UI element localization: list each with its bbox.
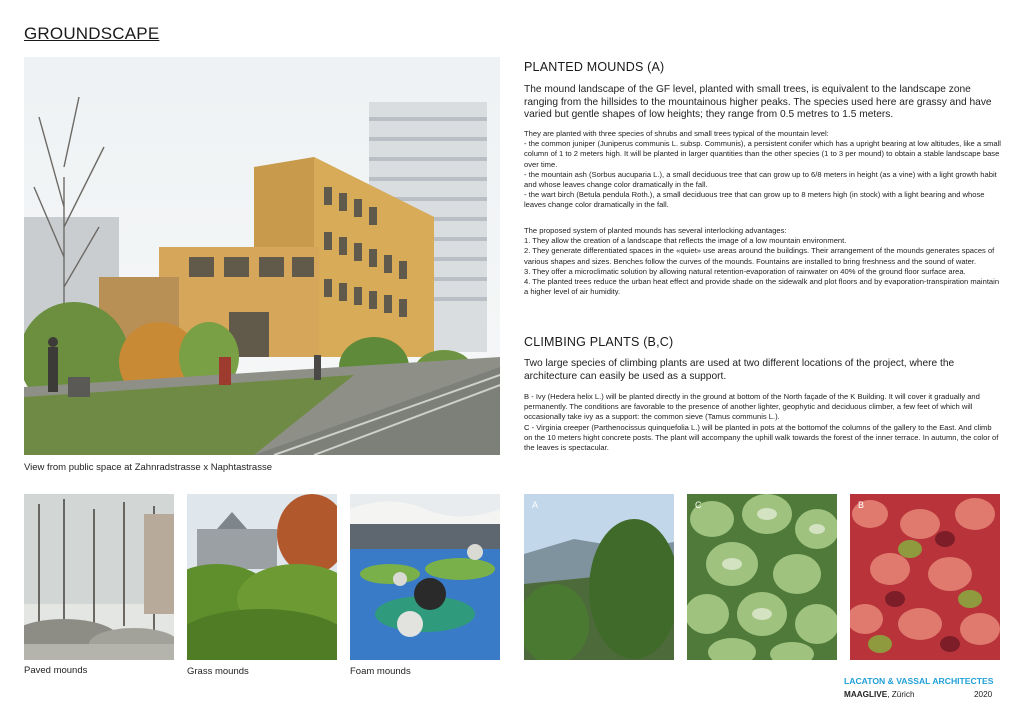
project-name: MAAGLIVE [844, 690, 888, 699]
section-heading-climbing-plants: CLIMBING PLANTS (B,C) [524, 335, 674, 349]
caption-foam-mounds: Foam mounds [350, 666, 411, 677]
thumb-letter-b: B [858, 500, 865, 510]
thumb-foam-mounds [350, 494, 500, 660]
caption-paved-mounds: Paved mounds [24, 665, 88, 676]
hero-caption: View from public space at Zahnradstrasse x Naphtastrasse [24, 462, 272, 473]
planted-mounds-advantages: The proposed system of planted mounds has several interlocking advantages: 1. They allow the creation of a landscape that reflects the image of a low mountain environment. 2. They generate differentiated spaces in the «quiet» use areas around the buildings. Their arrangement of the mounds generates spaces of various shapes and sizes. Benches follow the curves of the mounds. Fountains are installed to bring freshness and the sound of water. 3. They offer a microclimatic solution by allowing natural retention-evaporation of rainwater on 40% of the ground floor surface area. 4. The planted trees reduce the urban heat effect and provide shade on the sidewalk and plot floors and by evaporation-transpiration maintain a higher level of air humidity. [524, 226, 1000, 297]
project-year: 2020 [974, 690, 993, 699]
paved-mounds-photo [24, 494, 174, 660]
thumb-juniper-a [524, 494, 674, 660]
section-heading-planted-mounds: PLANTED MOUNDS (A) [524, 60, 665, 74]
thumb-grass-mounds [187, 494, 337, 660]
thumb-creeper-b [850, 494, 1000, 660]
page-title: GROUNDSCAPE [24, 24, 160, 43]
planted-mounds-lead: The mound landscape of the GF level, planted with small trees, is equivalent to the landscape zone ranging from the hillsides to the mountainous higher peaks. The species used here are grassy and have varied but gentle shapes of low heights; they range from 0.5 metres to 1.5 meters. [524, 84, 992, 121]
planted-mounds-species: They are planted with three species of shrubs and small trees typical of the mountain level: - the common juniper (Juniperus communis L. subsp. Communis), a persistent conifer which has a upright bearing at low altitudes, like a small column of 1 to 2 meters high. It will be planted in larger quantities than the other species (1 to 3 per mound) to obtain a stable landscape base over time. - the mountain ash (Sorbus aucuparia L.), a small deciduous tree that can grow up to 6/8 meters in height (as a vine) with a light growth habit and whose leaves change color dramatically in the fall. - the wart birch (Betula pendula Roth.), a small deciduous tree that can grow up to 8 meters high (in stock) with a light bearing and whose leaves change color dramatically in the fall. [524, 129, 1001, 210]
project-city: , Zürich [887, 690, 915, 699]
mountain-forest-photo [524, 494, 674, 660]
virginia-creeper-photo [850, 494, 1000, 660]
thumb-letter-c: C [695, 500, 702, 510]
thumb-letter-a: A [532, 500, 539, 510]
firm-name: LACATON & VASSAL ARCHITECTES [844, 676, 994, 686]
grass-mounds-photo [187, 494, 337, 660]
climbing-plants-body: B - Ivy (Hedera helix L.) will be planted directly in the ground at bottom of the North façade of the K Building. It will cover it gradually and permanently. The conditions are favorable to the presence of another lighter, geophytic and deciduous climber, a few feet of which will occasionally take ivy as a support: the common sieve (Tamus communis L.). C - Virginia creeper (Parthenocissus quinquefolia L.) will be planted in pots at the bottomof the columns of the gallery to the East. And climb on the 10 meters hight concrete posts. The plant will accompany the uphill walk towards the forest of the inner terrace. In autumn, the color of the leaves is spectacular. [524, 392, 999, 453]
climbing-plants-lead: Two large species of climbing plants are used at two different locations of the project, where the architecture can easily be used as a support. [524, 358, 955, 382]
caption-grass-mounds: Grass mounds [187, 666, 249, 677]
ivy-leaves-photo [687, 494, 837, 660]
hero-illustration [24, 57, 500, 455]
project-location [844, 690, 915, 699]
thumb-paved-mounds [24, 494, 174, 660]
hero-image [24, 57, 500, 455]
foam-mounds-photo [350, 494, 500, 660]
thumb-ivy-c [687, 494, 837, 660]
